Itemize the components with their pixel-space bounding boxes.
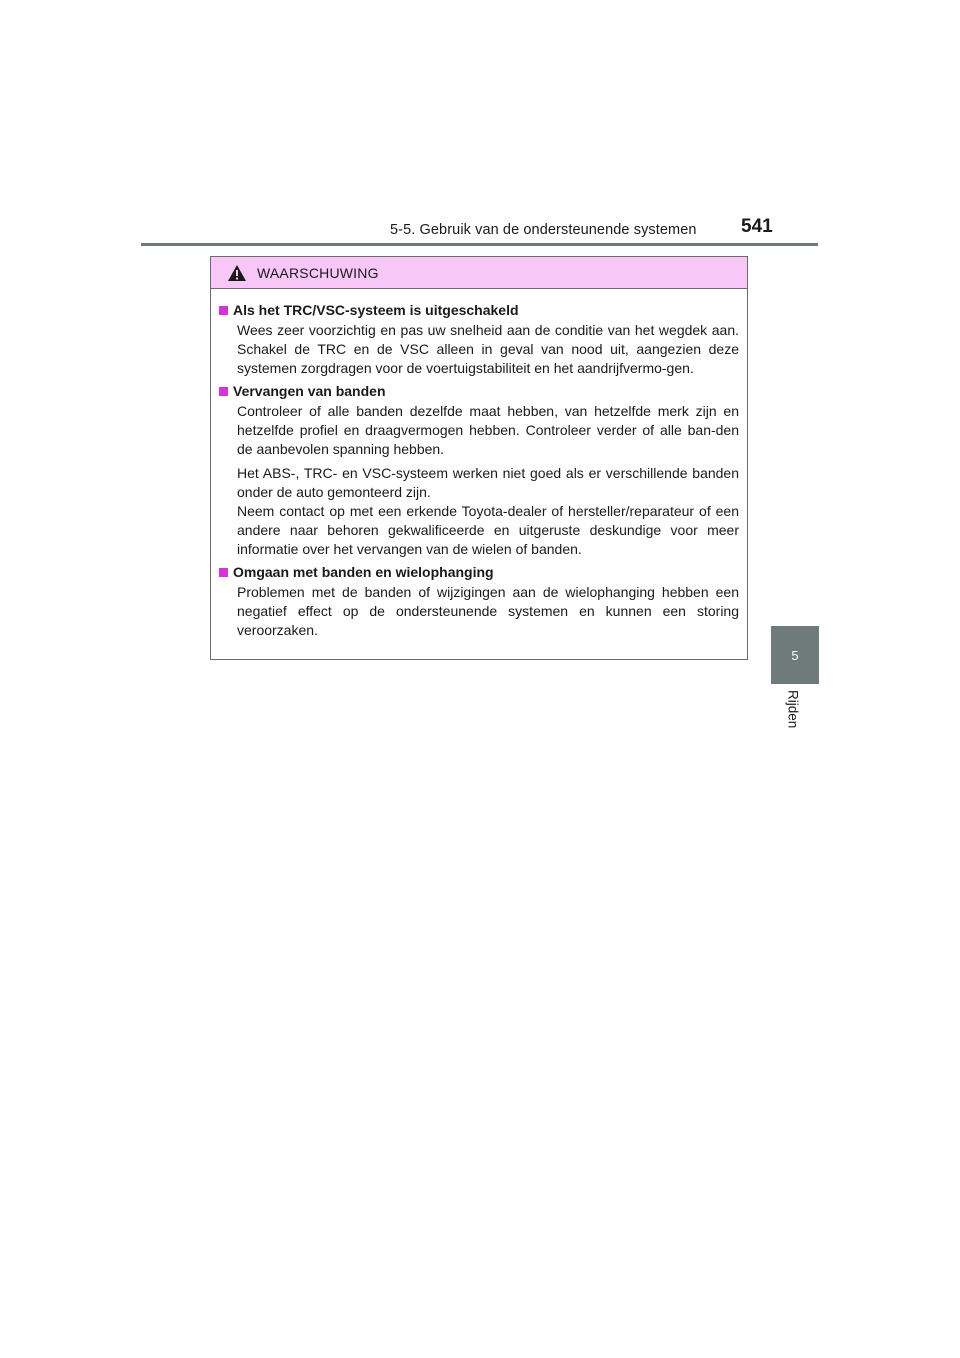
bullet-square-icon bbox=[219, 306, 228, 315]
warning-item bbox=[219, 564, 739, 640]
section-header: 5-5. Gebruik van de ondersteunende systemen bbox=[390, 222, 697, 238]
warning-item bbox=[219, 383, 739, 559]
item-heading bbox=[219, 564, 739, 580]
bullet-square-icon bbox=[219, 568, 228, 577]
chapter-label: Rijden bbox=[785, 690, 801, 729]
item-paragraph: Neem contact op met een erkende Toyota-dealer of hersteller/reparateur of een andere naar behoren gekwalificeerde en uitgeruste deskundige voor meer informatie over het vervangen van de wielen of banden. bbox=[237, 503, 739, 557]
item-heading-text: Omgaan met banden en wielophanging bbox=[233, 564, 494, 580]
item-heading-text: Vervangen van banden bbox=[233, 383, 386, 399]
warning-header bbox=[211, 257, 747, 289]
header-rule bbox=[141, 243, 818, 246]
item-paragraph: Problemen met de banden of wijzigingen aan de wielophanging hebben een negatief effect op de ondersteunende systemen en kunnen een storing veroorzaken. bbox=[237, 584, 739, 638]
warning-triangle-icon bbox=[227, 264, 247, 282]
item-heading bbox=[219, 383, 739, 399]
warning-item bbox=[219, 302, 739, 378]
item-heading-text: Als het TRC/VSC-systeem is uitgeschakeld bbox=[233, 302, 519, 318]
warning-box bbox=[210, 256, 748, 660]
page-number: 541 bbox=[741, 216, 773, 237]
item-paragraph: Controleer of alle banden dezelfde maat hebben, van hetzelfde merk zijn en hetzelfde profiel en draagvermogen hebben. Controleer verder of alle ban-den de aanbevolen spanning hebben. bbox=[237, 403, 739, 457]
item-paragraph: Het ABS-, TRC- en VSC-systeem werken niet goed als er verschillende banden onder de auto gemonteerd zijn. bbox=[237, 465, 739, 500]
warning-body bbox=[211, 289, 747, 640]
bullet-square-icon bbox=[219, 387, 228, 396]
chapter-tab: 5 bbox=[771, 626, 819, 684]
item-heading bbox=[219, 302, 739, 318]
warning-title: WAARSCHUWING bbox=[257, 264, 379, 281]
item-paragraph: Wees zeer voorzichtig en pas uw snelheid aan de conditie van het wegdek aan. Schakel de TRC en de VSC alleen in geval van nood uit, aangezien deze systemen zorgdragen voor de voertuigstabiliteit en het aandrijfvermo-gen. bbox=[237, 322, 739, 376]
